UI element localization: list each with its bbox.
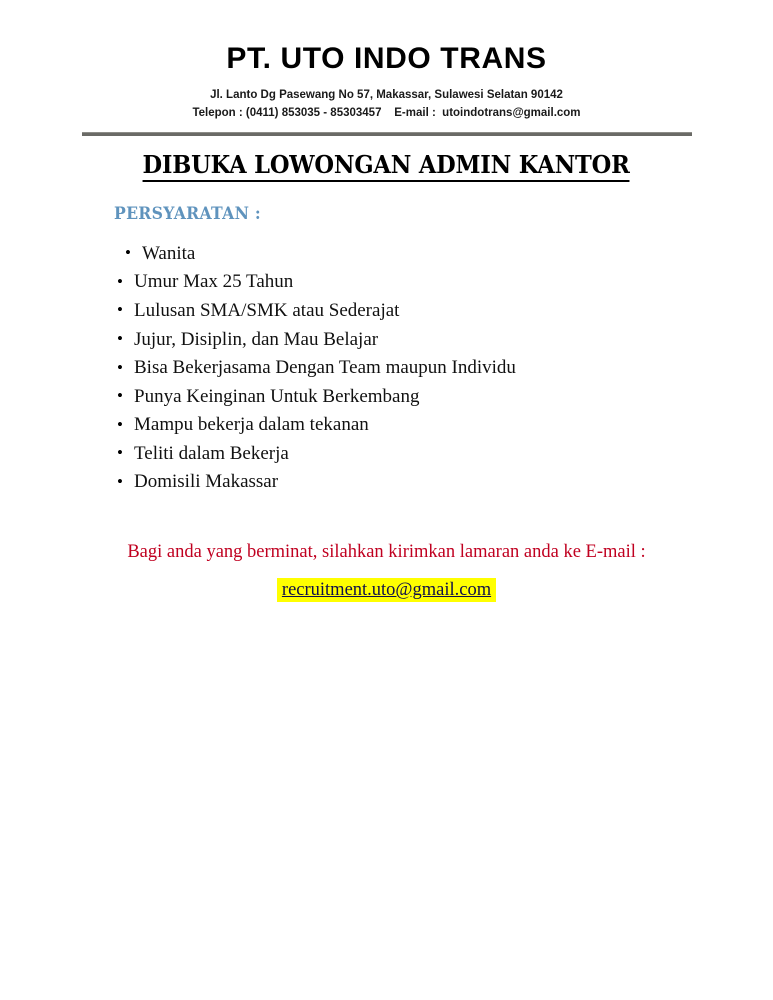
company-contact: Telepon : (0411) 853035 - 85303457 E-mail : utoindotrans@gmail.com xyxy=(192,106,581,119)
call-to-action xyxy=(0,541,773,564)
list-item: • Bisa Bekerjasama Dengan Team maupun Individu xyxy=(0,354,773,383)
page-title: DIBUKA LOWONGAN ADMIN KANTOR xyxy=(143,151,630,182)
letterhead xyxy=(0,0,773,136)
requirements-list xyxy=(0,240,773,497)
list-item: • Lulusan SMA/SMK atau Sederajat xyxy=(0,297,773,326)
list-item: • Mampu bekerja dalam tekanan xyxy=(0,411,773,440)
call-to-action-text: Bagi anda yang berminat, silahkan kirimkan lamaran anda ke E-mail : xyxy=(127,542,646,563)
recruitment-email-link[interactable]: recruitment.uto@gmail.com xyxy=(277,578,496,602)
requirements-heading: PERSYARATAN : xyxy=(114,203,262,223)
list-item: • Punya Keinginan Untuk Berkembang xyxy=(0,383,773,412)
list-item: • Teliti dalam Bekerja xyxy=(0,440,773,469)
list-item: • Domisili Makassar xyxy=(0,468,773,497)
list-item: • Umur Max 25 Tahun xyxy=(0,268,773,297)
list-item: • Wanita xyxy=(0,240,773,269)
company-name: PT. UTO INDO TRANS xyxy=(226,42,547,75)
email-container xyxy=(0,578,773,602)
company-address: Jl. Lanto Dg Pasewang No 57, Makassar, Sulawesi Selatan 90142 xyxy=(210,89,563,101)
headline-container xyxy=(0,151,773,182)
list-item: • Jujur, Disiplin, dan Mau Belajar xyxy=(0,326,773,355)
header-divider xyxy=(82,132,692,136)
